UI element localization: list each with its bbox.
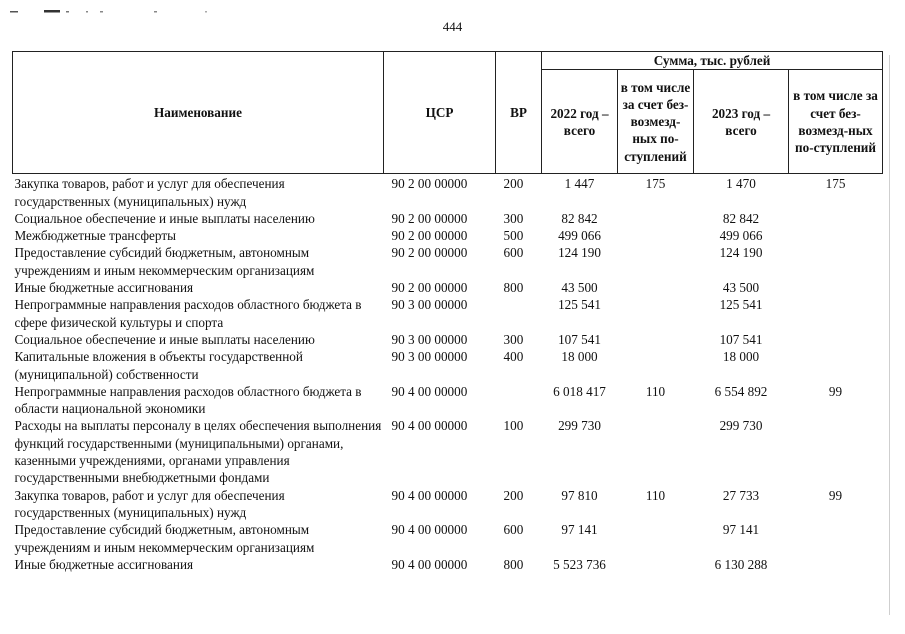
row-csr: 90 4 00 00000: [391, 418, 468, 434]
row-vr: 800: [503, 556, 524, 572]
row-2023-total: 299 730: [719, 418, 763, 434]
row-2023-free: [789, 279, 883, 296]
table-row: [13, 174, 883, 210]
row-csr: 90 2 00 00000: [391, 176, 468, 192]
row-csr: 90 3 00 00000: [391, 331, 468, 347]
row-2022-free: 175: [645, 176, 666, 192]
table-row: [13, 348, 883, 383]
row-2022-free: [618, 348, 694, 383]
row-2022-total: 97 810: [561, 487, 598, 503]
table-row: [13, 417, 883, 486]
row-csr: 90 4 00 00000: [391, 522, 468, 538]
row-2022-free: [618, 296, 694, 331]
row-vr: 600: [503, 245, 524, 261]
row-2023-total: 6 130 288: [714, 556, 768, 572]
row-2023-total: 43 500: [722, 280, 760, 296]
row-2023-total: 124 190: [719, 245, 763, 261]
header-2023-free: в том числе за счет без-возмезд-ных по-ступлений: [789, 70, 883, 174]
row-2023-free: [789, 556, 883, 573]
row-name: Предоставление субсидий бюджетным, автономным учреждениям и иным некоммерческим организациям: [14, 522, 315, 555]
header-vr: ВР: [496, 52, 542, 174]
row-2023-total: 107 541: [719, 331, 763, 347]
row-vr: 600: [503, 522, 524, 538]
table-header: [13, 52, 883, 174]
row-csr: 90 3 00 00000: [391, 297, 468, 313]
row-2022-free: 110: [645, 383, 666, 399]
row-2022-total: 6 018 417: [553, 383, 606, 399]
row-2022-free: [618, 417, 694, 486]
row-2023-total: 6 554 892: [714, 383, 768, 399]
row-2023-free: 99: [828, 487, 843, 503]
row-name: Закупка товаров, работ и услуг для обеспечения государственных (муниципальных) нужд: [14, 487, 285, 520]
row-2023-total: 499 066: [719, 228, 763, 244]
row-vr: 100: [503, 418, 524, 434]
row-2023-total: 1 470: [726, 176, 756, 192]
row-2022-total: 97 141: [561, 522, 598, 538]
row-name: Непрограммные направления расходов областного бюджета в сфере физической культуры и спорта: [14, 297, 362, 330]
row-csr: 90 3 00 00000: [391, 349, 468, 365]
row-2022-free: 110: [645, 487, 666, 503]
row-2022-free: [618, 244, 694, 279]
row-2022-free: [618, 556, 694, 573]
header-2022-total: 2022 год – всего: [542, 70, 618, 174]
row-vr: 200: [503, 176, 524, 192]
row-2022-total: 82 842: [561, 210, 598, 226]
row-vr: 200: [503, 487, 524, 503]
row-2023-free: [789, 331, 883, 348]
table-row: [13, 521, 883, 556]
table-row: [13, 556, 883, 573]
row-name: Капитальные вложения в объекты государственной (муниципальной) собственности: [14, 349, 303, 382]
table-row: [13, 210, 883, 227]
row-2023-free: [789, 521, 883, 556]
row-2023-free: [789, 210, 883, 227]
row-2022-total: 107 541: [558, 331, 601, 347]
row-2023-total: 97 141: [722, 522, 760, 538]
row-name: Межбюджетные трансферты: [14, 228, 176, 244]
table-body: [13, 174, 883, 573]
row-2022-total: 5 523 736: [553, 556, 606, 572]
table-row: [13, 244, 883, 279]
row-2023-free: [789, 227, 883, 244]
scan-artifacts: [0, 0, 905, 20]
scan-edge-line: [889, 55, 890, 615]
header-2022-free: в том числе за счет без-возмезд-ных по-ступлений: [618, 70, 694, 174]
table-row: [13, 383, 883, 418]
row-name: Предоставление субсидий бюджетным, автономным учреждениям и иным некоммерческим организациям: [14, 245, 315, 278]
row-vr: 800: [503, 280, 524, 296]
page-number: 444: [442, 19, 463, 34]
row-csr: 90 4 00 00000: [391, 556, 468, 572]
row-2022-total: 1 447: [564, 176, 595, 192]
table-row: [13, 227, 883, 244]
row-2023-total: 125 541: [719, 297, 763, 313]
row-2023-free: 99: [828, 383, 843, 399]
row-2022-free: [618, 227, 694, 244]
row-2022-free: [618, 331, 694, 348]
row-csr: 90 4 00 00000: [391, 487, 468, 503]
row-csr: 90 2 00 00000: [391, 228, 468, 244]
row-name: Непрограммные направления расходов областного бюджета в области национальной экономики: [14, 383, 362, 417]
row-2022-free: [618, 210, 694, 227]
row-name: Расходы на выплаты персоналу в целях обеспечения выполнения функций государственными (муниципальными) органами, казенными учреждениями, органами управления государственными внебюджетными фондами: [14, 418, 382, 486]
row-vr: [496, 383, 542, 418]
row-vr: 300: [503, 331, 524, 347]
row-2022-total: 18 000: [561, 349, 598, 365]
row-2023-free: [789, 244, 883, 279]
row-name: Социальное обеспечение и иные выплаты населению: [14, 331, 315, 347]
row-name: Закупка товаров, работ и услуг для обеспечения государственных (муниципальных) нужд: [14, 176, 285, 209]
row-2023-free: [789, 348, 883, 383]
table-row: [13, 487, 883, 522]
table-row: [13, 296, 883, 331]
row-name: Иные бюджетные ассигнования: [14, 556, 194, 572]
row-2023-free: [789, 417, 883, 486]
row-2022-total: 499 066: [558, 228, 601, 244]
row-vr: [496, 296, 542, 331]
row-2022-total: 124 190: [558, 245, 601, 261]
table-row: [13, 279, 883, 296]
row-2022-total: 43 500: [561, 280, 598, 296]
row-2022-free: [618, 521, 694, 556]
row-csr: 90 4 00 00000: [391, 383, 468, 399]
budget-table: [12, 51, 883, 573]
header-csr: ЦСР: [384, 52, 496, 174]
header-2023-total: 2023 год – всего: [694, 70, 789, 174]
row-vr: 400: [503, 349, 524, 365]
row-name: Иные бюджетные ассигнования: [14, 280, 194, 296]
table-row: [13, 331, 883, 348]
row-2023-total: 27 733: [722, 487, 760, 503]
row-2023-free: 175: [825, 176, 846, 192]
row-2022-free: [618, 279, 694, 296]
row-2022-total: 299 730: [558, 418, 601, 434]
row-2023-free: [789, 296, 883, 331]
row-csr: 90 2 00 00000: [391, 245, 468, 261]
row-name: Социальное обеспечение и иные выплаты населению: [14, 210, 315, 226]
row-2023-total: 18 000: [722, 349, 760, 365]
row-2022-total: 125 541: [558, 297, 601, 313]
row-2023-total: 82 842: [722, 210, 760, 226]
header-name: Наименование: [13, 52, 384, 174]
row-csr: 90 2 00 00000: [391, 210, 468, 226]
row-vr: 300: [503, 210, 524, 226]
row-csr: 90 2 00 00000: [391, 280, 468, 296]
row-vr: 500: [503, 228, 524, 244]
header-sum-title: Сумма, тыс. рублей: [542, 52, 883, 70]
